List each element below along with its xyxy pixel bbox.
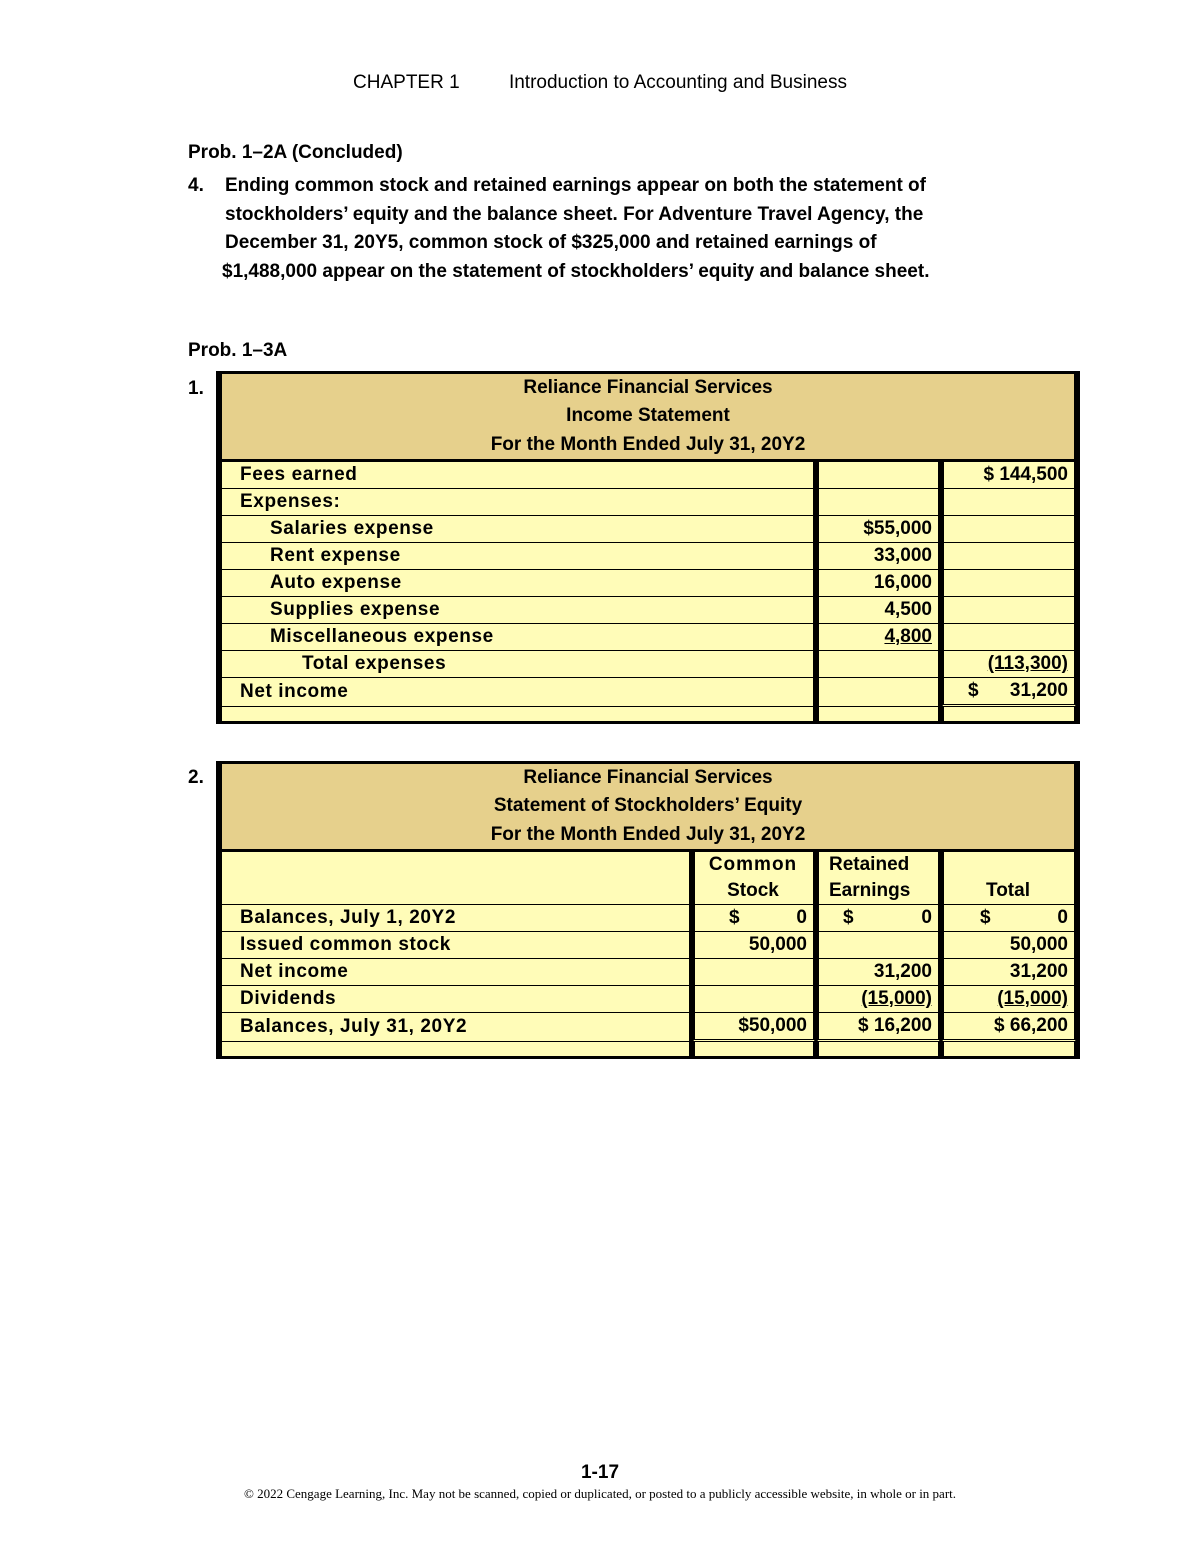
expense-amount: $55,000 [816, 516, 941, 543]
expense-label: Auto expense [219, 570, 816, 597]
net-income-label: Net income [219, 678, 816, 707]
part-1-marker: 1. [188, 378, 204, 399]
table-row [219, 905, 1077, 932]
paragraph-line: $1,488,000 appear on the statement of stockholders’ equity and balance sheet. [222, 260, 930, 282]
copyright-notice: © 2022 Cengage Learning, Inc. May not be scanned, copied or duplicated, or posted to a publicly accessible website, in whole or in part. [243, 1486, 957, 1501]
total-value: 0 [1057, 907, 1068, 928]
part-2-marker: 2. [188, 767, 204, 788]
chapter-label: CHAPTER 1 [353, 72, 460, 93]
total-value: 50,000 [941, 932, 1077, 959]
row-label: Net income [219, 959, 692, 986]
company-name: Reliance Financial Services [219, 764, 1077, 792]
row-label: Balances, July 31, 20Y2 [219, 1013, 692, 1042]
income-statement-table [216, 371, 1080, 724]
table-row [219, 1013, 1077, 1042]
expense-label: Supplies expense [219, 597, 816, 624]
total-value: (15,000) [941, 986, 1077, 1013]
col-retained-line1: Retained [816, 852, 941, 878]
table-row [219, 1042, 1077, 1056]
dollar-sign: $ [843, 907, 854, 928]
col-total: Total [941, 878, 1077, 905]
table-row [219, 986, 1077, 1013]
expenses-label: Expenses: [219, 489, 816, 516]
prob-3a-title: Prob. 1–3A [188, 340, 288, 361]
row-label: Balances, July 1, 20Y2 [219, 905, 692, 932]
expense-amount: 33,000 [816, 543, 941, 570]
expense-label: Salaries expense [219, 516, 816, 543]
expense-amount: 4,800 [816, 624, 941, 651]
paragraph-line: December 31, 20Y5, common stock of $325,000 and retained earnings of [225, 232, 877, 253]
dollar-sign: $ [980, 907, 991, 928]
statement-name: Income Statement [219, 402, 1077, 430]
common-stock-value [692, 986, 816, 1013]
fees-earned-label: Fees earned [219, 462, 816, 489]
retained-earnings-value: 31,200 [816, 959, 941, 986]
dollar-sign: $ [729, 907, 740, 928]
retained-earnings-value: 0 [921, 907, 932, 928]
table-row [219, 516, 1077, 543]
table-row [219, 543, 1077, 570]
fees-earned-amount: $ 144,500 [941, 462, 1077, 489]
table-row [219, 597, 1077, 624]
table-row [219, 570, 1077, 597]
table-row [219, 489, 1077, 516]
company-name: Reliance Financial Services [219, 374, 1077, 402]
retained-earnings-value: (15,000) [816, 986, 941, 1013]
total-expenses-amount: (113,300) [941, 651, 1077, 678]
col-common-line1: Common [692, 852, 816, 878]
common-stock-value [692, 959, 816, 986]
expense-label: Rent expense [219, 543, 816, 570]
retained-earnings-value: $ 16,200 [816, 1013, 941, 1042]
net-income-amount [941, 678, 1077, 707]
column-header-row [219, 878, 1077, 905]
total-value: $ 66,200 [941, 1013, 1077, 1042]
expense-label: Miscellaneous expense [219, 624, 816, 651]
paragraph-line: Ending common stock and retained earnings appear on both the statement of [225, 175, 926, 196]
row-label: Dividends [219, 986, 692, 1013]
paragraph-line: stockholders’ equity and the balance sheet. For Adventure Travel Agency, the [225, 203, 924, 225]
table-row [219, 678, 1077, 707]
table-row [219, 959, 1077, 986]
statement-period: For the Month Ended July 31, 20Y2 [219, 430, 1077, 462]
chapter-title: Introduction to Accounting and Business [508, 72, 847, 93]
prob-2a-item-4 [188, 172, 1058, 286]
column-header-row [219, 852, 1077, 878]
prob-2a-title: Prob. 1–2A (Concluded) [188, 142, 403, 163]
common-stock-value: $50,000 [692, 1013, 816, 1042]
statement-period: For the Month Ended July 31, 20Y2 [219, 820, 1077, 852]
page-header [0, 72, 1200, 94]
common-stock-value: 50,000 [692, 932, 816, 959]
table-row [219, 462, 1077, 489]
dollar-sign: $ [968, 680, 979, 701]
col-common-line2: Stock [692, 878, 816, 905]
table-row [219, 707, 1077, 721]
col-retained-line2: Earnings [816, 878, 941, 905]
net-income-value: 31,200 [1009, 680, 1068, 701]
common-stock-value: 0 [796, 907, 807, 928]
expense-amount: 4,500 [816, 597, 941, 624]
page-number: 1-17 [580, 1462, 620, 1483]
table-row [219, 651, 1077, 678]
total-expenses-label: Total expenses [219, 651, 816, 678]
item-number: 4. [188, 175, 204, 196]
stockholders-equity-table [216, 761, 1080, 1059]
retained-earnings-value [816, 932, 941, 959]
table-row [219, 624, 1077, 651]
row-label: Issued common stock [219, 932, 692, 959]
expense-amount: 16,000 [816, 570, 941, 597]
statement-name: Statement of Stockholders’ Equity [219, 792, 1077, 820]
total-value: 31,200 [941, 959, 1077, 986]
table-row [219, 932, 1077, 959]
